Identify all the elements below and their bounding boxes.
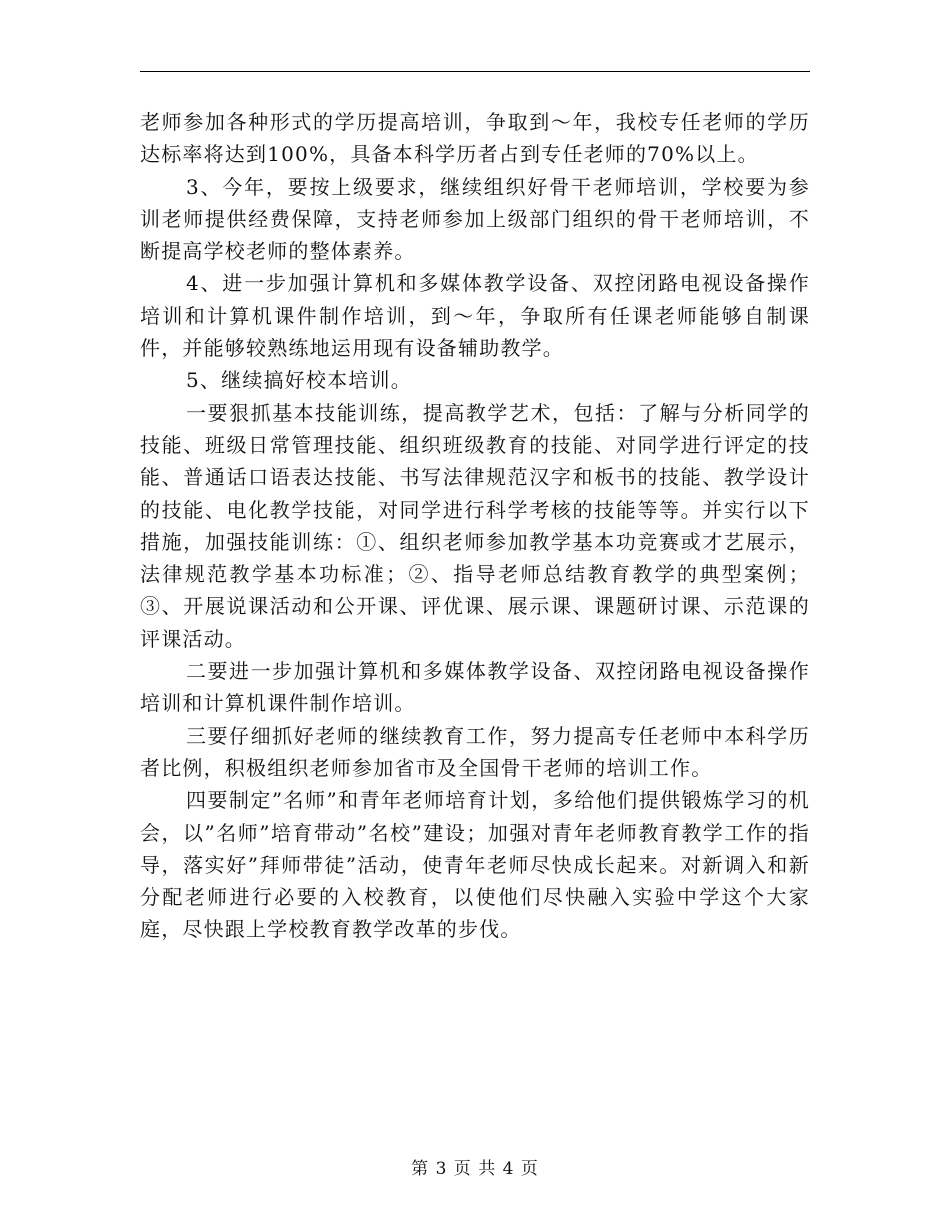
paragraph-3: 4、进一步加强计算机和多媒体教学设备、双控闭路电视设备操作培训和计算机课件制作培训，到～年，争取所有任课老师能够自制课件，并能够较熟练地运用现有设备辅助教学。 [140, 271, 810, 361]
paragraph-5: 一要狠抓基本技能训练，提高教学艺术，包括：了解与分析同学的技能、班级日常管理技能、组织班级教育的技能、对同学进行评定的技能、普通话口语表达技能、书写法律规范汉字和板书的技能、教学设计的技能、电化教学技能，对同学进行科学考核的技能等等。并实行以下措施，加强技能训练：①、组织老师参加教学基本功竞赛或才艺展示，法律规范教学基本功标准；②、指导老师总结教育教学的典型案例；③、开展说课活动和公开课、评优课、展示课、课题研讨课、示范课的评课活动。 [140, 400, 810, 651]
paragraph-1: 老师参加各种形式的学历提高培训，争取到～年，我校专任老师的学历达标率将达到100%，具备本科学历者占到专任老师的70%以上。 [140, 110, 810, 167]
paragraph-6: 二要进一步加强计算机和多媒体教学设备、双控闭路电视设备操作培训和计算机课件制作培训。 [140, 659, 810, 716]
paragraph-4: 5、继续搞好校本培训。 [186, 368, 412, 393]
paragraph-7: 三要仔细抓好老师的继续教育工作，努力提高专任老师中本科学历者比例，积极组织老师参加省市及全国骨干老师的培训工作。 [140, 723, 810, 780]
header-rule [140, 71, 810, 72]
paragraph-8: 四要制定”名师”和青年老师培育计划，多给他们提供锻炼学习的机会，以”名师”培育带动”名校”建设；加强对青年老师教育教学工作的指导，落实好”拜师带徒”活动，使青年老师尽快成长起来。对新调入和新分配老师进行必要的入校教育，以使他们尽快融入实验中学这个大家庭，尽快跟上学校教育教学改革的步伐。 [140, 788, 810, 942]
paragraph-2: 3、今年，要按上级要求，继续组织好骨干老师培训，学校要为参训老师提供经费保障，支持老师参加上级部门组织的骨干老师培训，不断提高学校老师的整体素养。 [140, 174, 810, 264]
page-number-footer: 第 3 页 共 4 页 [411, 1159, 539, 1179]
document-body [140, 106, 810, 946]
